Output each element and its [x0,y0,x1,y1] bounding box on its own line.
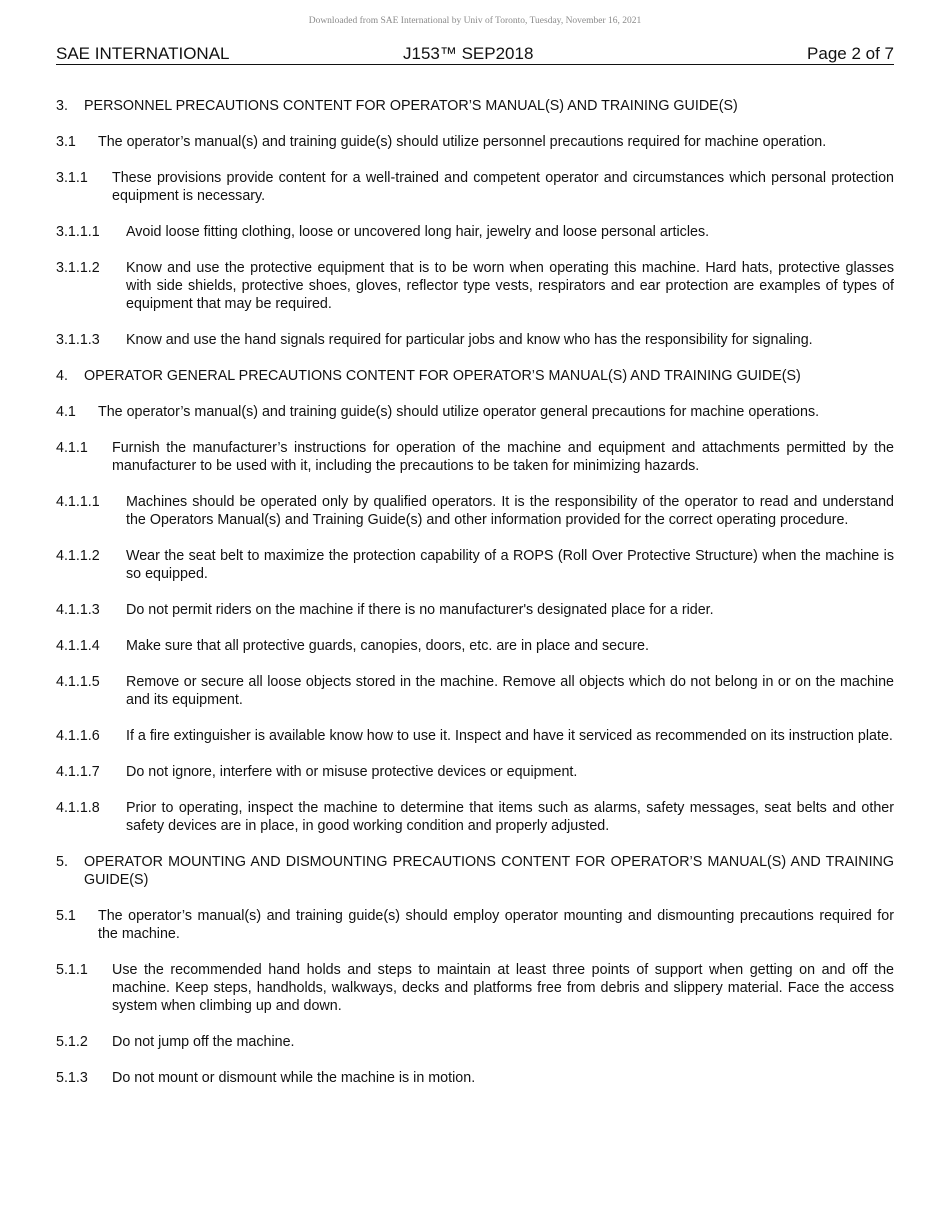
section-heading [56,367,894,385]
clause-text: Furnish the manufacturer’s instructions for operation of the machine and equipment and attachments permitted by the manufacturer to be used with it, including the precautions to be taken for minimizing hazards. [112,440,894,474]
clause-number: 4.1.1.5 [56,674,100,690]
clause-number: 3.1.1 [56,170,88,186]
clause-text: Avoid loose fitting clothing, loose or uncovered long hair, jewelry and loose personal articles. [126,224,710,240]
clause-number: 4.1.1.8 [56,800,100,816]
clause-text: Know and use the hand signals required for particular jobs and know who has the responsibility for signaling. [126,332,813,348]
clause-number: 4.1 [56,404,76,420]
clause-number: 4.1.1.7 [56,764,100,780]
clause-text: If a fire extinguisher is available know how to use it. Inspect and have it serviced as recommended on its instruction plate. [126,728,893,744]
clause [56,961,894,1015]
clause-text: Remove or secure all loose objects stored in the machine. Remove all objects which do not belong in or on the machine and its equipment. [126,674,894,708]
section-text: OPERATOR MOUNTING AND DISMOUNTING PRECAUTIONS CONTENT FOR OPERATOR’S MANUAL(S) AND TRAINING GUIDE(S) [84,854,894,888]
clause-text: Do not ignore, interfere with or misuse protective devices or equipment. [126,764,578,780]
section-text: PERSONNEL PRECAUTIONS CONTENT FOR OPERATOR’S MANUAL(S) AND TRAINING GUIDE(S) [84,98,738,114]
clause [56,637,894,655]
clause [56,907,894,943]
clause-text: Know and use the protective equipment that is to be worn when operating this machine. Hard hats, protective glasses with side shields, protective shoes, gloves, reflector type vests, respirators and ear protection are examples of types of equipment that may be required. [126,260,894,312]
clause-number: 3.1.1.3 [56,332,100,348]
clause [56,673,894,709]
section-heading [56,853,894,889]
section-text: OPERATOR GENERAL PRECAUTIONS CONTENT FOR OPERATOR’S MANUAL(S) AND TRAINING GUIDE(S) [84,368,801,384]
clause [56,547,894,583]
page-header [56,44,894,65]
clause-number: 4.1.1 [56,440,88,456]
clause-number: 5.1.3 [56,1070,88,1086]
clause [56,727,894,745]
clause-number: 4.1.1.2 [56,548,100,564]
clause-text: Wear the seat belt to maximize the protection capability of a ROPS (Roll Over Protective Structure) when the machine is so equipped. [126,548,894,582]
clause [56,133,894,151]
clause-text: Machines should be operated only by qualified operators. It is the responsibility of the operator to read and understand the Operators Manual(s) and Training Guide(s) and other information provided for the correct operating procedure. [126,494,894,528]
clause [56,1033,894,1051]
clause-text: Use the recommended hand holds and steps to maintain at least three points of support when getting on and off the machine. Keep steps, handholds, walkways, decks and platforms free from debris and slippery material. Face the access system when climbing up and down. [112,962,894,1014]
clause-text: The operator’s manual(s) and training guide(s) should employ operator mounting and dismounting precautions required for the machine. [98,908,894,942]
clause [56,763,894,781]
clause [56,1069,894,1087]
clause [56,439,894,475]
header-page-number: Page 2 of 7 [807,44,894,63]
clause-text: The operator’s manual(s) and training guide(s) should utilize operator general precautions for machine operations. [98,404,820,420]
header-doc-id: J153™ SEP2018 [403,44,534,63]
clause [56,169,894,205]
clause-text: The operator’s manual(s) and training guide(s) should utilize personnel precautions required for machine operation. [98,134,827,150]
section-number: 5. [56,854,68,870]
clause-text: Do not permit riders on the machine if there is no manufacturer's designated place for a rider. [126,602,714,618]
clause [56,799,894,835]
clause-number: 5.1.2 [56,1034,88,1050]
clause-number: 4.1.1.4 [56,638,100,654]
clause-text: Make sure that all protective guards, canopies, doors, etc. are in place and secure. [126,638,649,654]
clause-text: These provisions provide content for a well-trained and competent operator and circumstances which personal protection equipment is necessary. [112,170,894,204]
clause-text: Do not mount or dismount while the machine is in motion. [112,1070,476,1086]
clause [56,493,894,529]
header-org: SAE INTERNATIONAL [56,44,230,63]
clause-number: 5.1.1 [56,962,88,978]
section-heading [56,97,894,115]
clause-number: 4.1.1.3 [56,602,100,618]
clause-text: Prior to operating, inspect the machine to determine that items such as alarms, safety messages, seat belts and other safety devices are in place, in good working condition and properly adjusted. [126,800,894,834]
clause-number: 4.1.1.1 [56,494,100,510]
clause [56,403,894,421]
clause [56,259,894,313]
clause [56,601,894,619]
clause-text: Do not jump off the machine. [112,1034,295,1050]
clause-number: 3.1.1.1 [56,224,100,240]
clause [56,331,894,349]
clause-number: 3.1.1.2 [56,260,100,276]
clause-number: 5.1 [56,908,76,924]
clause [56,223,894,241]
clause-number: 3.1 [56,134,76,150]
download-watermark: Downloaded from SAE International by Univ of Toronto, Tuesday, November 16, 2021 [308,16,642,26]
section-number: 4. [56,368,68,384]
section-number: 3. [56,98,68,114]
clause-number: 4.1.1.6 [56,728,100,744]
document-body [56,97,894,1105]
